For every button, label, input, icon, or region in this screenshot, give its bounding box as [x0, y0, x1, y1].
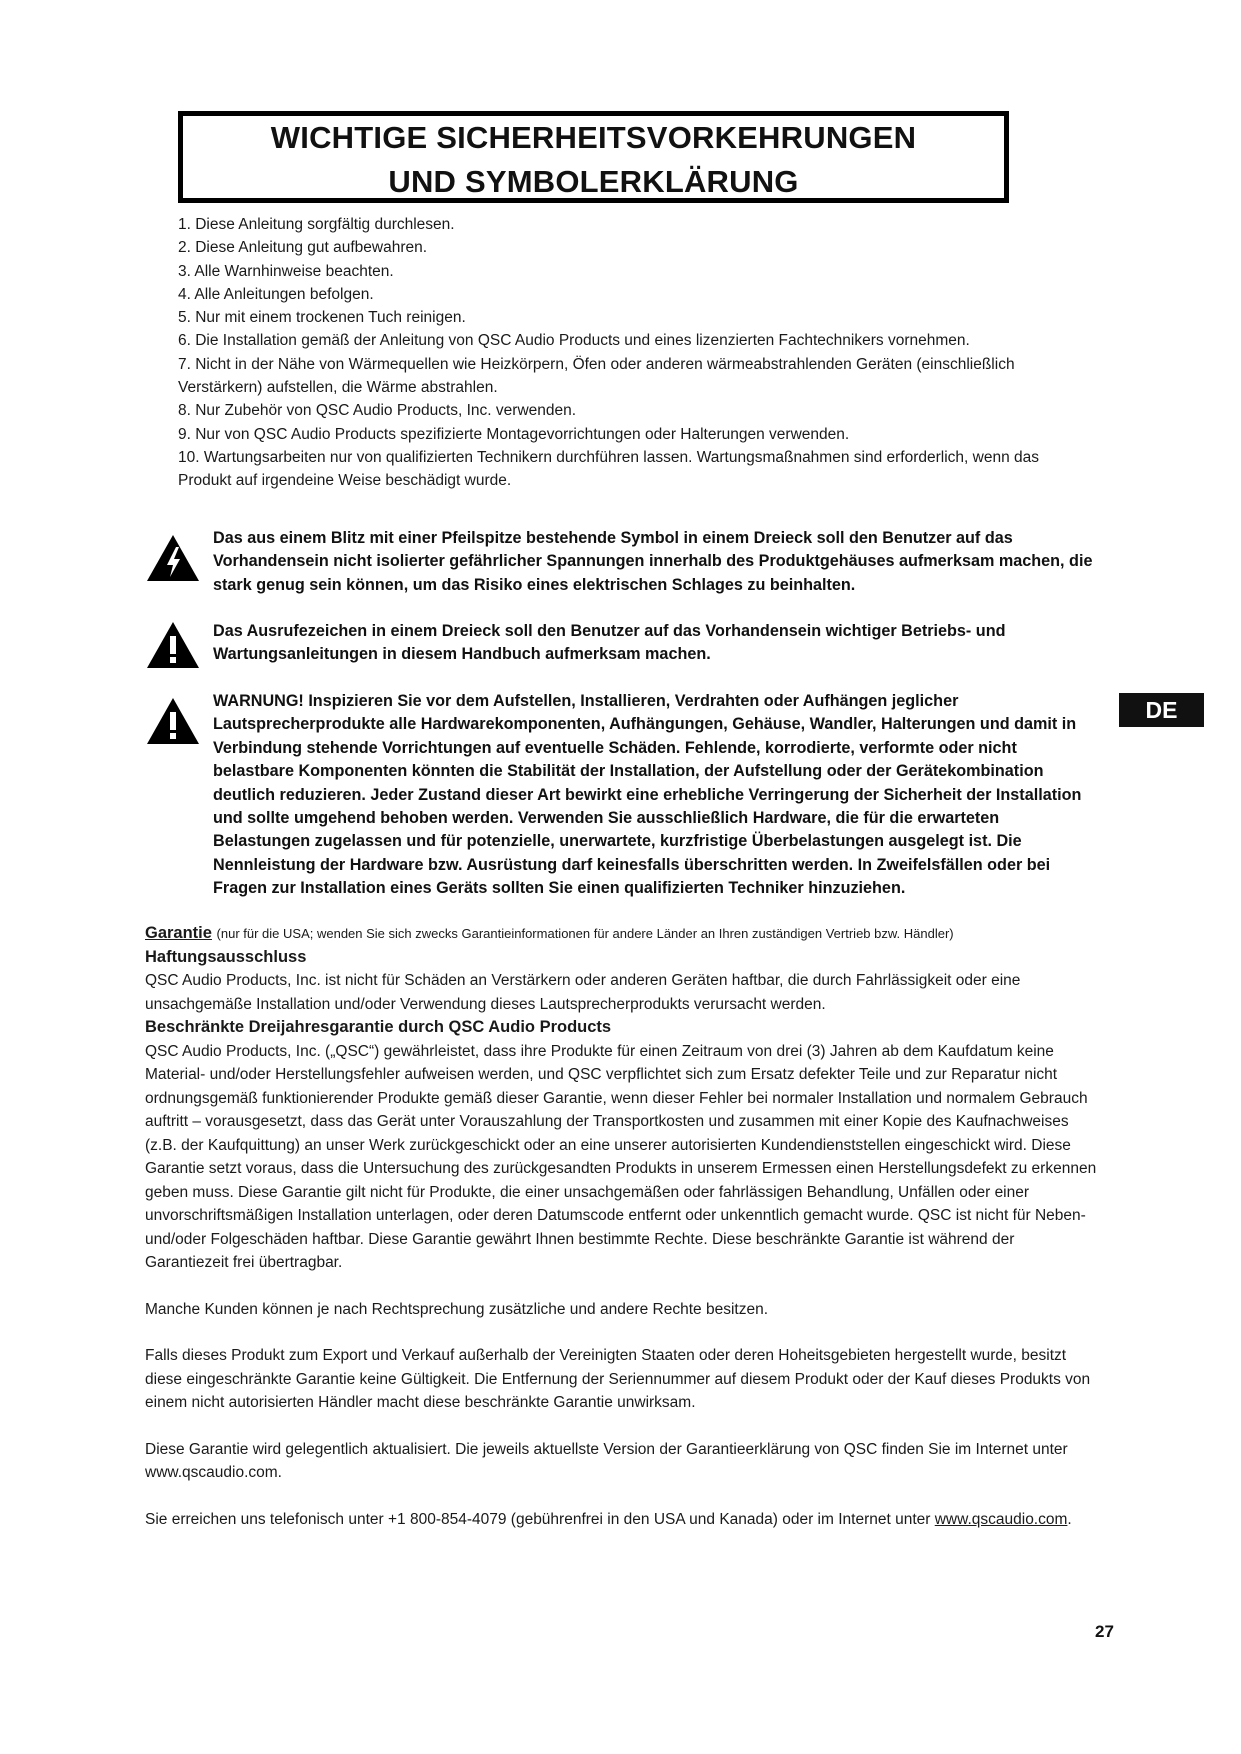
contact-paragraph — [145, 1508, 1100, 1532]
page-number: 27 — [1095, 1622, 1114, 1641]
list-item: 2. Diese Anleitung gut aufbewahren. — [178, 239, 428, 257]
list-item: 5. Nur mit einem trockenen Tuch reinigen. — [178, 309, 466, 327]
warranty-text: QSC Audio Products, Inc. („QSC“) gewährleistet, dass ihre Produkte für einen Zeitraum von drei (3) Jahren ab dem Kaufdatum keine Material- und/oder Herstellungsfehler aufweisen werden, und QSC verpflichtet sich zum Ersatz defekter Teile und zur Reparatur nicht ordnungsgemäß funktionierender Produkte gemäß dieser Garantie, wenn dieser Fehler bei normaler Installation und normalem Gebrauch auftritt – vorausgesetzt, dass das Gerät unter Vorauszahlung der Transportkosten und zusammen mit einer Kopie des Kaufnachweises (z.B. der Kaufquittung) an unser Werk zurückgeschickt oder an eine unserer autorisierten Kundendienststellen eingeschickt wird. Diese Garantie setzt voraus, dass die Untersuchung des zurückgesandten Produkts in unserem Ermessen einen Herstellungsdefekt zu erkennen geben muss. Diese Garantie gilt nicht für Produkte, die einer unsachgemäßen oder fahrlässigen Behandlung, Unfällen oder einer unvorschriftsmäßigen Installation unterlagen, oder deren Datumscode entfernt oder unkenntlich gemacht wurde. QSC ist nicht für Neben- und/oder Folgeschäden haftbar. Diese Garantie gewährt Ihnen bestimmte Rechte. Diese beschränkte Garantie ist während der Garantiezeit frei übertragbar. — [145, 1042, 1097, 1271]
liability-text: QSC Audio Products, Inc. ist nicht für Schäden an Verstärkern oder anderen Geräten haftbar, die durch Fahrlässigkeit oder eine unsachgemäße Installation und/oder Verwendung dieses Lautsprecherprodukts verursacht werden. — [145, 972, 1021, 1013]
list-item: 8. Nur Zubehör von QSC Audio Products, Inc. verwenden. — [178, 402, 577, 420]
list-item: 4. Alle Anleitungen befolgen. — [178, 285, 374, 303]
guarantee-heading-line — [145, 922, 1100, 946]
exclamation-triangle-icon — [145, 620, 201, 670]
safety-instructions-list — [178, 213, 1078, 493]
warranty-heading: Beschränkte Dreijahresgarantie durch QSC Audio Products — [145, 1018, 612, 1036]
page-title-box — [178, 111, 1009, 203]
page-title-line-1: WICHTIGE SICHERHEITSVORKEHRUNGEN — [270, 120, 917, 155]
list-item: 6. Die Installation gemäß der Anleitung von QSC Audio Products und eines lizenzierten Fachtechnikers vornehmen. — [178, 332, 970, 350]
lightning-warning-text: Das aus einem Blitz mit einer Pfeilspitze bestehende Symbol in einem Dreieck soll den Benutzer auf das Vorhandensein nicht isolierter gefährlicher Spannungen innerhalb des Produktgehäuses aufmerksam machen, die stark genug sein können, um das Risiko eines elektrischen Schlages zu beinhalten. — [213, 529, 1093, 594]
guarantee-section — [145, 922, 1100, 1531]
contact-end: . — [1067, 1510, 1072, 1528]
website-link[interactable]: www.qscaudio.com — [934, 1510, 1068, 1528]
update-text: Diese Garantie wird gelegentlich aktualisiert. Die jeweils aktuellste Version der Garantieerklärung von QSC finden Sie im Internet unter www.qscaudio.com. — [145, 1440, 1068, 1481]
lightning-triangle-icon — [145, 533, 201, 583]
contact-text: Sie erreichen uns telefonisch unter +1 800-854-4079 (gebührenfrei in den USA und Kanada) oder im Internet unter — [145, 1510, 931, 1528]
hardware-warning-text: WARNUNG! Inspizieren Sie vor dem Aufstellen, Installieren, Verdrahten oder Aufhängen jeglicher Lautsprecherprodukte alle Hardwarekomponenten, Aufhängungen, Gehäuse, Wandler, Halterungen und damit in Verbindung stehende Vorrichtungen auf eventuelle Schäden. Fehlende, korrodierte, verformte oder nicht belastbare Komponenten könnten die Stabilität der Installation, der Aufstellung oder der Gerätekombination deutlich reduzieren. Jeder Zustand dieser Art bewirkt eine erhebliche Verringerung der Sicherheit der Installation und sollte umgehend behoben werden. Verwenden Sie ausschließlich Hardware, die für die erwarteten Belastungen zugelassen und für potenzielle, unerwartete, kurzfristige Überbelastungen ausgelegt ist. Die Nennleistung der Hardware bzw. Ausrüstung darf keinesfalls überschritten werden. In Zweifelsfällen oder bei Fragen zur Installation eines Geräts sollten Sie einen qualifizierten Techniker hinzuziehen. — [213, 692, 1082, 898]
list-item: 10. Wartungsarbeiten nur von qualifizierten Technikern durchführen lassen. Wartungsmaßnahmen sind erforderlich, wenn das Produkt auf irgendeine Weise beschädigt wurde. — [178, 448, 1039, 490]
guarantee-heading: Garantie — [145, 924, 212, 942]
list-item: 3. Alle Warnhinweise beachten. — [178, 262, 394, 280]
list-item: 7. Nicht in der Nähe von Wärmequellen wie Heizkörpern, Öfen oder anderen wärmeabstrahlenden Geräten (einschließlich Verstärkern) aufstellen, die Wärme abstrahlen. — [178, 355, 1015, 397]
language-badge: DE — [1119, 693, 1204, 727]
list-item: 1. Diese Anleitung sorgfältig durchlesen. — [178, 216, 455, 233]
guarantee-heading-note: (nur für die USA; wenden Sie sich zwecks Garantieinformationen für andere Länder an Ihren zuständigen Vertrieb bzw. Händler) — [216, 926, 954, 941]
exclamation-warning-text: Das Ausrufezeichen in einem Dreieck soll den Benutzer auf das Vorhandensein wichtiger Betriebs- und Wartungsanleitungen in diesem Handbuch aufmerksam machen. — [213, 622, 1006, 664]
export-text: Falls dieses Produkt zum Export und Verkauf außerhalb der Vereinigten Staaten oder deren Hoheitsgebieten hergestellt wurde, besitzt diese eingeschränkte Garantie keine Gültigkeit. Die Entfernung der Seriennummer auf diesem Produkt oder der Kauf dieses Produkts von einem nicht autorisierten Händler macht diese beschränkte Garantie unwirksam. — [145, 1347, 1091, 1411]
page-title-line-2: UND SYMBOLERKLÄRUNG — [388, 164, 799, 199]
exclamation-triangle-icon — [145, 696, 201, 746]
list-item: 9. Nur von QSC Audio Products spezifizierte Montagevorrichtungen oder Halterungen verwenden. — [178, 425, 850, 443]
liability-heading: Haftungsausschluss — [145, 947, 307, 966]
rights-text: Manche Kunden können je nach Rechtsprechung zusätzliche und andere Rechte besitzen. — [145, 1300, 768, 1318]
